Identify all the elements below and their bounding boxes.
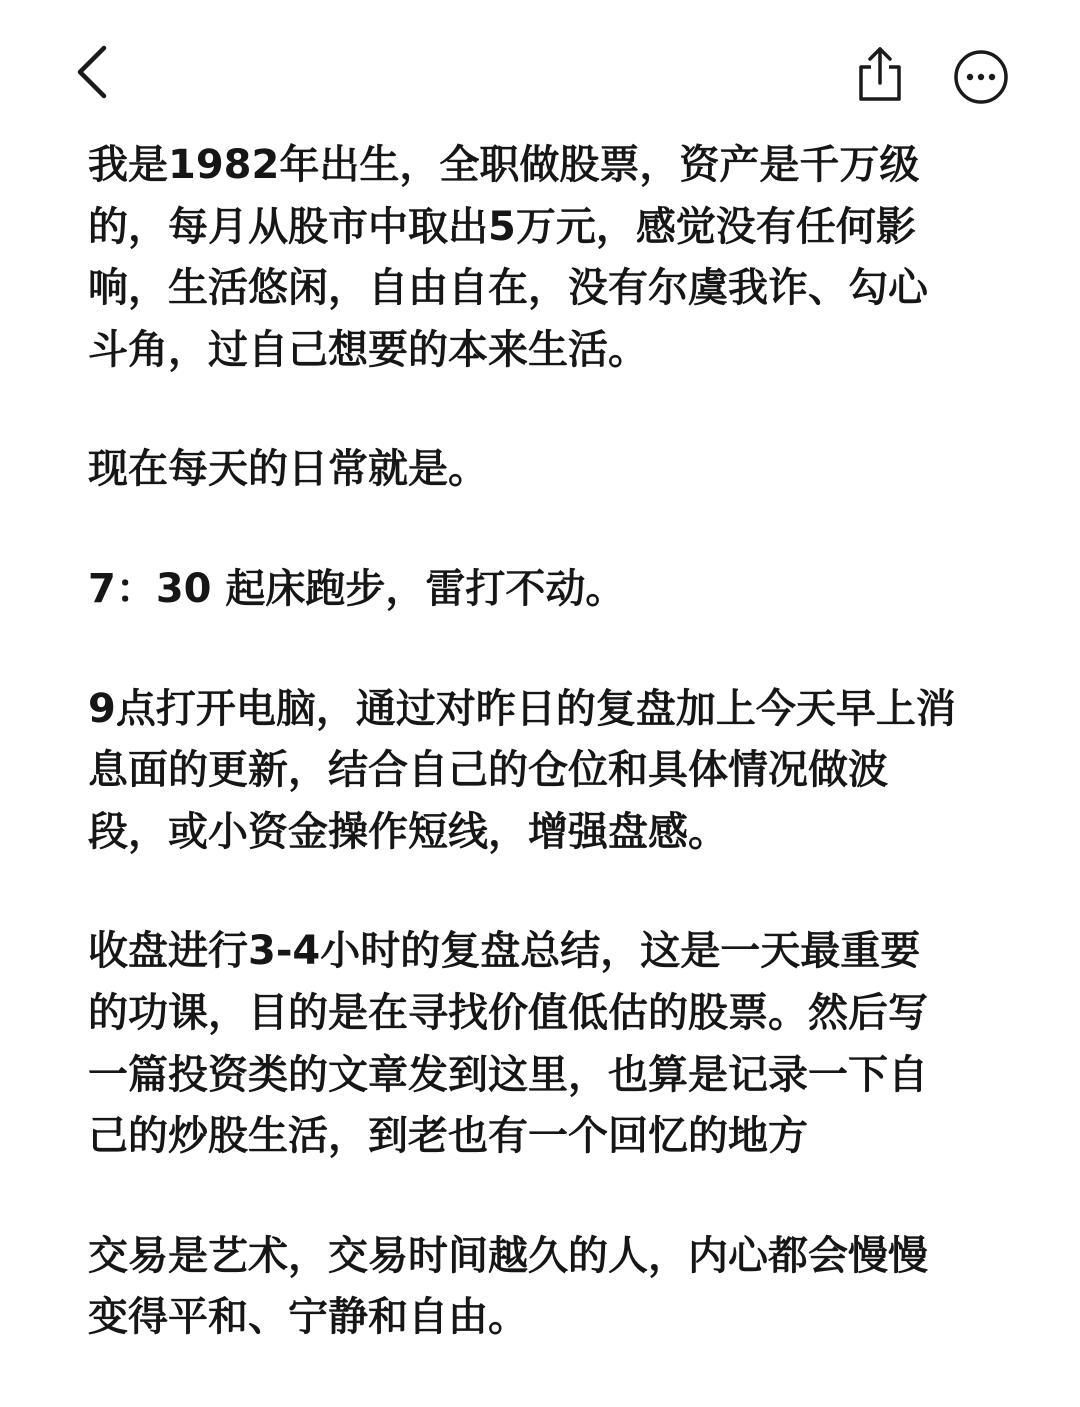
back-button[interactable] [62, 42, 122, 102]
paragraph-daily-routine-heading: 现在每天的日常就是。 [88, 446, 488, 493]
more-dots-circle-icon [952, 48, 1010, 106]
paragraph-intro: 我是1982年出生，全职做股票，资产是千万级 的，每月从股市中取出5万元，感觉没有任何影 响，生活悠闲，自由自在，没有尔虞我诈、勾心 斗角，过自己想要的本来生活。 [88, 142, 928, 373]
top-nav-bar [0, 0, 1080, 130]
article-body [88, 135, 1018, 1407]
more-options-button[interactable] [950, 46, 1012, 108]
paragraph-conclusion: 交易是艺术，交易时间越久的人，内心都会慢慢 变得平和、宁静和自由。 [88, 1232, 928, 1341]
share-upload-icon [855, 45, 905, 103]
paragraph-morning-trading: 9点打开电脑，通过对昨日的复盘加上今天早上消 息面的更新，结合自己的仓位和具体情况做波 段，或小资金操作短线，增强盘感。 [88, 685, 956, 855]
share-button[interactable] [848, 42, 912, 106]
paragraph-morning-run: 7：30 起床跑步，雷打不动。 [88, 565, 626, 612]
paragraph-after-close-review: 收盘进行3-4小时的复盘总结，这是一天最重要 的功课，目的是在寻找价值低估的股票。然后写 一篇投资类的文章发到这里，也算是记录一下自 己的炒股生活，到老也有一个回忆的地方 [88, 928, 928, 1160]
chevron-left-icon [72, 42, 112, 102]
